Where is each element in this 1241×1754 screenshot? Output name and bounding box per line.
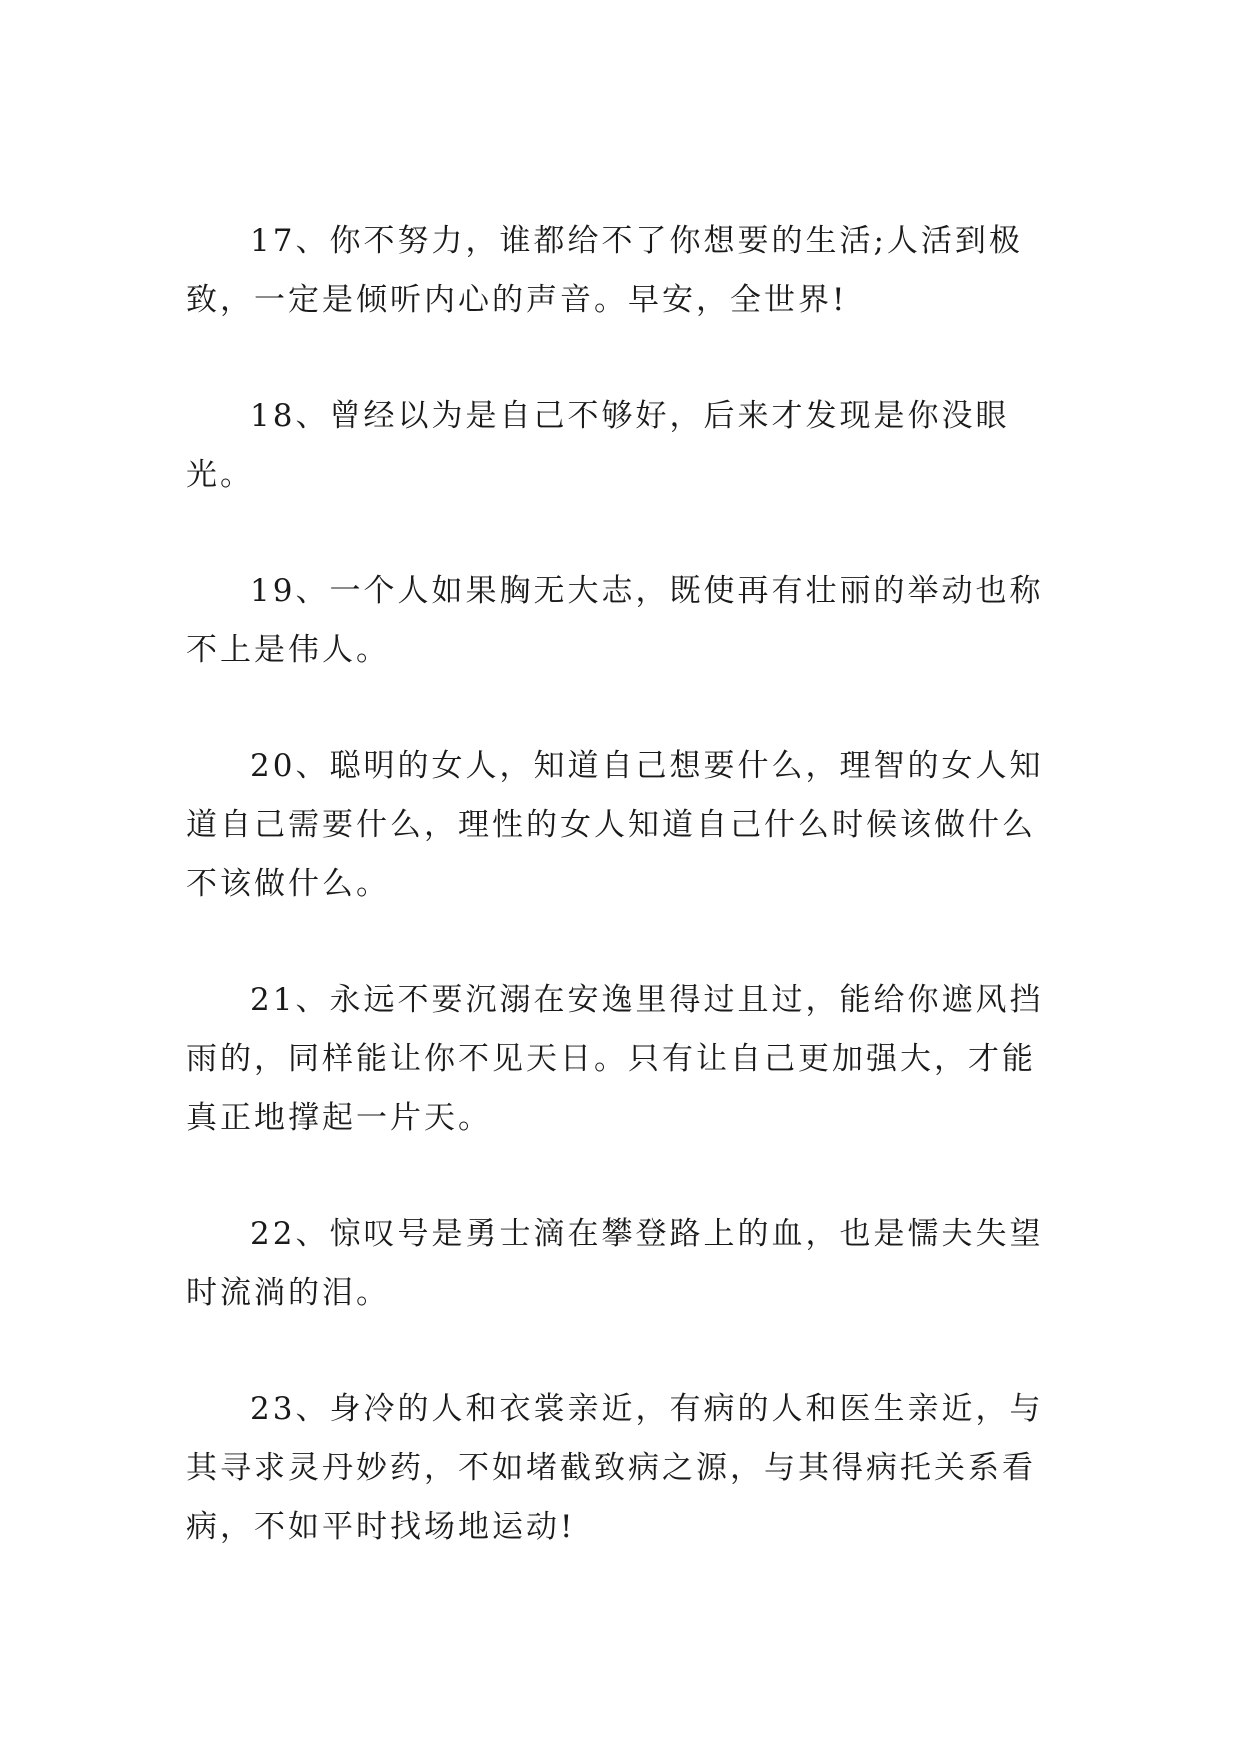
document-body bbox=[186, 212, 1066, 1557]
paragraph-18: 18、曾经以为是自己不够好，后来才发现是你没眼光。 bbox=[186, 398, 1010, 493]
paragraph-23: 23、身冷的人和衣裳亲近，有病的人和医生亲近，与其寻求灵丹妙药，不如堵截致病之源，与其得病托关系看病，不如平时找场地运动! bbox=[186, 1391, 1044, 1545]
paragraph-17: 17、你不努力，谁都给不了你想要的生活;人活到极致，一定是倾听内心的声音。早安，全世界! bbox=[186, 223, 1023, 318]
paragraph-19: 19、一个人如果胸无大志，既使再有壮丽的举动也称不上是伟人。 bbox=[186, 573, 1044, 668]
paragraph-21: 21、永远不要沉溺在安逸里得过且过，能给你遮风挡雨的，同样能让你不见天日。只有让自己更加强大，才能真正地撑起一片天。 bbox=[186, 982, 1044, 1136]
paragraph-22: 22、惊叹号是勇士滴在攀登路上的血，也是懦夫失望时流淌的泪。 bbox=[186, 1216, 1044, 1311]
paragraph-20: 20、聪明的女人，知道自己想要什么，理智的女人知道自己需要什么，理性的女人知道自己什么时候该做什么不该做什么。 bbox=[186, 748, 1044, 902]
